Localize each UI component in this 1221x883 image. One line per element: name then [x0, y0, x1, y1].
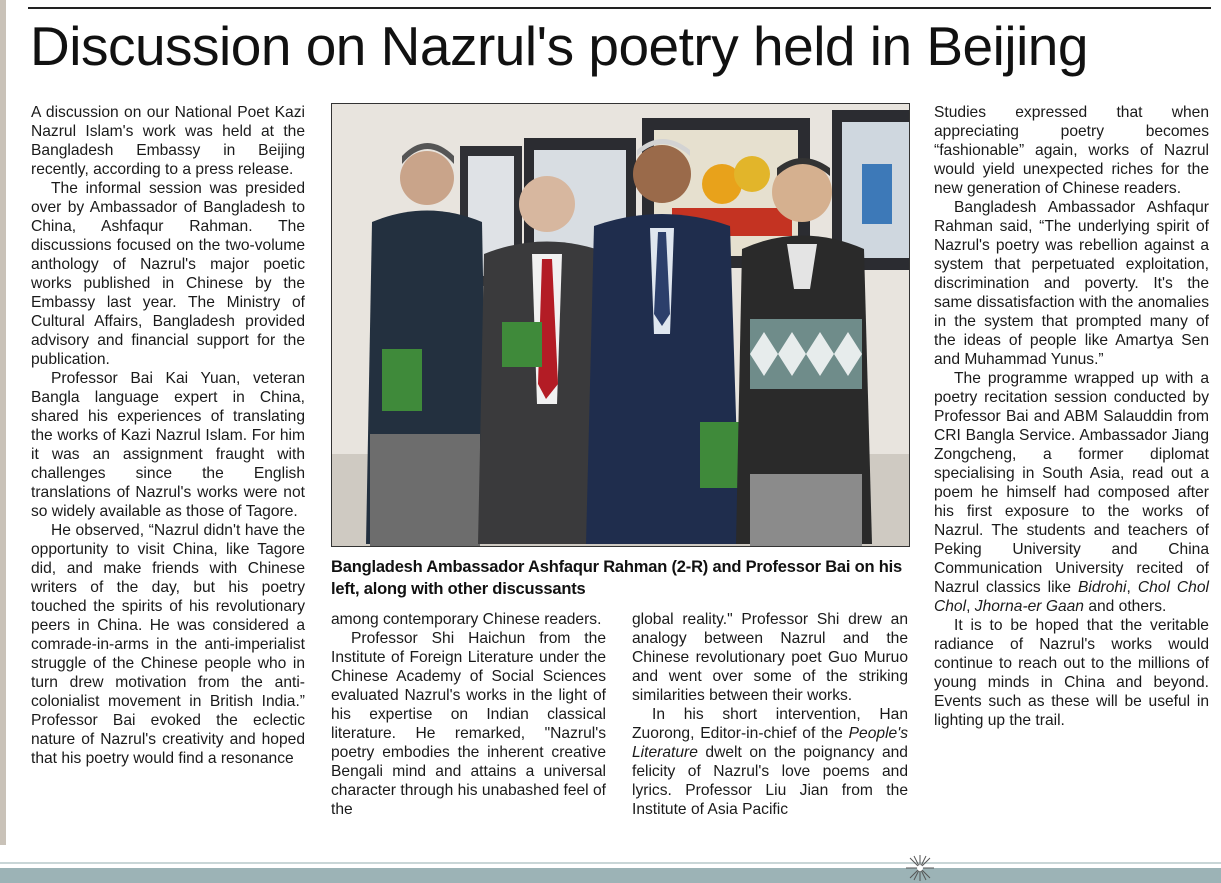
article-column-4 — [934, 103, 1209, 730]
top-rule — [28, 7, 1211, 9]
paragraph — [934, 369, 1209, 616]
photo-caption — [331, 556, 921, 600]
text-run: The programme wrapped up with a poetry recitation session conducted by Professor Bai and ABM Salauddin from CRI Bangla Service. Ambassador Jiang Zongcheng, a former diplomat specialising in South Asia, read out a poem he himself had composed after his first exposure to the works of Nazrul. The students and teachers of Peking University and China Communication University recited of Nazrul classics like — [934, 370, 1209, 596]
paragraph: It is to be hoped that the veritable radiance of Nazrul's works would continue to reach out to the millions of young minds in China and beyond. Events such as these will be useful in lighting up the trail. — [934, 617, 1209, 729]
paragraph: among contemporary Chinese readers. — [331, 611, 602, 628]
paragraph: Studies expressed that when appreciating poetry becomes “fashionable” again, works of Nazrul would yield unexpected riches for the new generation of Chinese readers. — [934, 104, 1209, 197]
paragraph — [632, 705, 908, 819]
caption-line: Bangladesh Ambassador Ashfaqur Rahman (2-R) and Professor Bai on his — [331, 558, 903, 576]
news-photo — [331, 103, 910, 547]
text-run: dwelt on the poignancy and felicity of Nazrul's love poems and lyrics. Professor Liu Jian from the Institute of Asia Pacific — [632, 744, 908, 818]
poem-title: Jhorna-er Gaan — [974, 598, 1084, 615]
article-column-3 — [632, 610, 908, 819]
paragraph: A discussion on our National Poet Kazi Nazrul Islam's work was held at the Bangladesh Embassy in Beijing recently, according to a press release. — [31, 104, 305, 178]
text-run: , — [966, 598, 971, 615]
article-column-2 — [331, 610, 606, 819]
paragraph: Professor Shi Haichun from the Institute of Foreign Literature under the Chinese Academy of Social Sciences evaluated Nazrul's works in the light of his expertise on Indian classical literature. He remarked, "Nazrul's poetry embodies the inherent creative Bengali mind and attains a universal character through his unabashed feel of the — [331, 630, 606, 818]
page-edge — [0, 0, 6, 845]
article-column-1 — [31, 103, 305, 768]
caption-line: left, along with other discussants — [331, 580, 586, 598]
poem-title: Chol Chol Chol — [934, 579, 1209, 615]
publication-title: People's Literature — [632, 725, 908, 761]
headline: Discussion on Nazrul's poetry held in Beijing — [30, 15, 1088, 77]
text-run: and others. — [1088, 598, 1167, 615]
paragraph: He observed, “Nazrul didn't have the opportunity to visit China, like Tagore did, and make friends with Chinese writers of the day, but his poetry touched the spirits of his revolutionary peers in China. He was considered a comrade-in-arms in the anti-imperialist struggle of the Chinese people who in turn drew motivation from the anti-colonialist movement in British India.” Professor Bai evoked the eclectic nature of Nazrul's creativity and hoped that his poetry would find a resonance — [31, 522, 305, 767]
paragraph: Bangladesh Ambassador Ashfaqur Rahman said, “The underlying spirit of Nazrul's poetry was rebellion against a system that perpetuated exploitation, discrimination and poverty. It's the same dissatisfaction with the anomalies in the system that prompted many of the ideas of people like Amartya Sen and Muhammad Yunus.” — [934, 199, 1209, 368]
poem-title: Bidrohi — [1077, 579, 1127, 596]
paragraph: global reality." Professor Shi drew an analogy between Nazrul and the Chinese revolutionary poet Guo Muruo and went over some of the striking similarities between their works. — [632, 611, 908, 704]
text-run: In his short intervention, Han Zuorong, Editor-in-chief of the — [632, 706, 908, 742]
paragraph: Professor Bai Kai Yuan, veteran Bangla language expert in China, shared his experiences of translating the works of Kazi Nazrul Islam. For him it was an assignment fraught with challenges since the English translations of Nazrul's works were not so widely available as those of Tagore. — [31, 370, 305, 520]
starburst-icon — [903, 853, 937, 883]
footer-rule — [0, 862, 1221, 864]
photo-illustration — [332, 104, 909, 546]
paragraph: The informal session was presided over by Ambassador of Bangladesh to China, Ashfaqur Rahman. The discussions focused on the two-volume anthology of Nazrul's major poetic works published in Chinese by the Embassy last year. The Ministry of Cultural Affairs, Bangladesh provided advisory and financial support for the publication. — [31, 180, 305, 368]
footer-band — [0, 868, 1221, 883]
text-run: , — [1126, 579, 1131, 596]
